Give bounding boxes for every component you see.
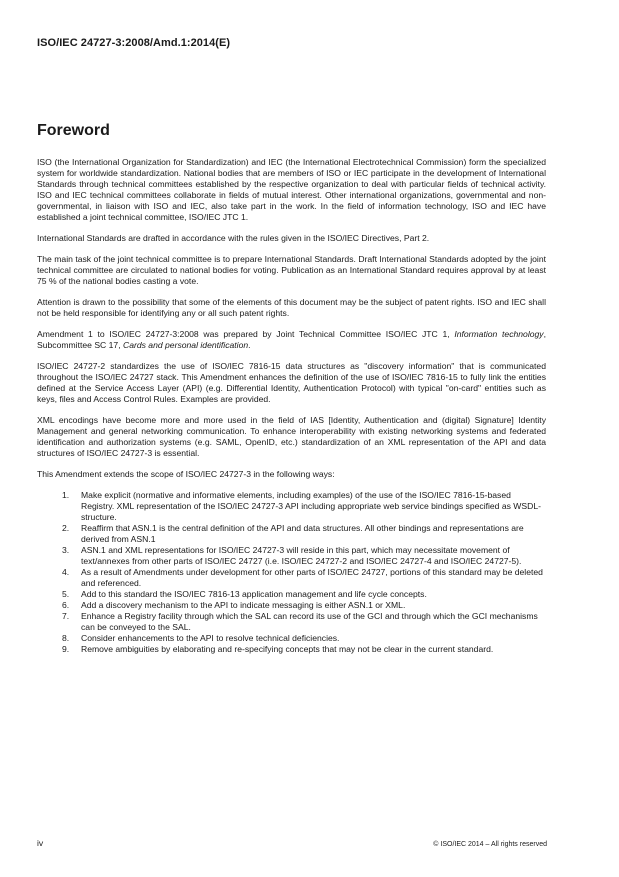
list-item bbox=[62, 633, 546, 644]
list-item bbox=[62, 600, 546, 611]
list-item-text: ASN.1 and XML representations for ISO/IEC 24727-3 will reside in this part, which may necessitate movement of text/annexes from other parts of ISO/IEC 24727 (i.e. ISO/IEC 24727-2 and ISO/IEC 24727-4 and ISO/IEC 24727-5). bbox=[81, 545, 522, 566]
amendment-italic-2: Cards and personal identification bbox=[122, 340, 249, 350]
list-item bbox=[62, 589, 546, 600]
paragraph-committee-task: The main task of the joint technical committee is to prepare International Standards. Draft International Standards adopted by the joint technical committee are circulated to national bodies for voting. Publication as an International Standard requires approval by at least 75 % of the national bodies casting a vote. bbox=[37, 254, 546, 286]
list-item bbox=[62, 523, 546, 545]
list-item bbox=[62, 490, 546, 523]
list-item-text: Enhance a Registry facility through which the SAL can record its use of the GCI and through which the GCI mechanisms can be conveyed to the SAL. bbox=[81, 611, 538, 632]
copyright-notice: © ISO/IEC 2014 – All rights reserved bbox=[433, 841, 547, 848]
list-item-number: 8. bbox=[62, 633, 70, 643]
list-item bbox=[62, 545, 546, 567]
amendment-text-2: , Subcommittee SC 17, bbox=[37, 329, 546, 350]
list-item-number: 2. bbox=[62, 523, 70, 533]
paragraph-scope-intro: This Amendment extends the scope of ISO/IEC 24727-3 in the following ways: bbox=[37, 469, 335, 479]
list-item-text: Add to this standard the ISO/IEC 7816-13 application management and life cycle concepts. bbox=[81, 589, 427, 599]
list-item bbox=[62, 644, 546, 655]
list-item-text: Add a discovery mechanism to the API to indicate messaging is either ASN.1 or XML. bbox=[81, 600, 406, 610]
paragraph-directives: International Standards are drafted in accordance with the rules given in the ISO/IEC Directives, Part 2. bbox=[37, 233, 430, 243]
document-identifier: ISO/IEC 24727-3:2008/Amd.1:2014(E) bbox=[37, 37, 231, 49]
paragraph-discovery-information: ISO/IEC 24727-2 standardizes the use of ISO/IEC 7816-15 data structures as "discovery information" that is communicated throughout the ISO/IEC 24727 stack. This Amendment enhances the definition of the use of ISO/IEC 7816-15 to fully link the entities defined at the Service Access Layer (API) (e.g. Differential Identity, Authentication Protocol) with typical "on-card" entities such as keys, files and Access Control Rules. Examples are provided. bbox=[37, 361, 546, 404]
list-item-text: Make explicit (normative and informative elements, including examples) of the use of the ISO/IEC 7816-15-based Registry. XML representation of the ISO/IEC 24727-3 API including appropriate web service bindings specified as WSDL-structure. bbox=[81, 490, 541, 522]
list-item-number: 4. bbox=[62, 567, 70, 577]
list-item-number: 1. bbox=[62, 490, 70, 500]
paragraph-amendment-prepared bbox=[37, 329, 546, 351]
amendment-text-3: . bbox=[248, 340, 251, 350]
section-title: Foreword bbox=[37, 122, 110, 139]
list-item bbox=[62, 611, 546, 633]
list-item-number: 6. bbox=[62, 600, 70, 610]
list-item-number: 5. bbox=[62, 589, 70, 599]
foreword-body bbox=[37, 157, 546, 655]
page-number: iv bbox=[37, 838, 44, 848]
paragraph-patent-rights: Attention is drawn to the possibility that some of the elements of this document may be the subject of patent rights. ISO and IEC shall not be held responsible for identifying any or all such patent rights. bbox=[37, 297, 546, 318]
amendment-text-1: Amendment 1 to ISO/IEC 24727-3:2008 was prepared by Joint Technical Committee ISO/IEC JTC 1, bbox=[37, 329, 455, 339]
list-item-text: Consider enhancements to the API to resolve technical deficiencies. bbox=[81, 633, 340, 643]
paragraph-xml-encodings: XML encodings have become more and more used in the field of IAS [Identity, Authentication and (digital) Signature] Identity Management and general networking communication. To enhance interoperability with existing networking systems and federated identification and authorization systems (e.g. SAML, OpenID, etc.) standardization of an XML representation of the API and data structures of ISO/IEC 24727-3 is essential. bbox=[37, 415, 546, 458]
paragraph-organizations: ISO (the International Organization for Standardization) and IEC (the International Electrotechnical Commission) form the specialized system for worldwide standardization. National bodies that are members of ISO or IEC participate in the development of International Standards through technical committees established by the respective organization to deal with particular fields of technical activity. ISO and IEC technical committees collaborate in fields of mutual interest. Other international organizations, governmental and non-governmental, in liaison with ISO and IEC, also take part in the work. In the field of information technology, ISO and IEC have established a joint technical committee, ISO/IEC JTC 1. bbox=[37, 157, 546, 222]
list-item bbox=[62, 567, 546, 589]
list-item-number: 7. bbox=[62, 611, 70, 621]
list-item-text: Reaffirm that ASN.1 is the central definition of the API and data structures. All other bindings and representations are derived from ASN.1 bbox=[81, 523, 524, 544]
list-item-number: 9. bbox=[62, 644, 70, 654]
list-item-text: Remove ambiguities by elaborating and re-specifying concepts that may not be clear in the current standard. bbox=[81, 644, 494, 654]
list-item-text: As a result of Amendments under development for other parts of ISO/IEC 24727, portions of this standard may be deleted and referenced. bbox=[81, 567, 543, 588]
scope-list bbox=[37, 490, 546, 655]
amendment-italic-1: Information technology bbox=[454, 329, 544, 339]
list-item-number: 3. bbox=[62, 545, 70, 555]
